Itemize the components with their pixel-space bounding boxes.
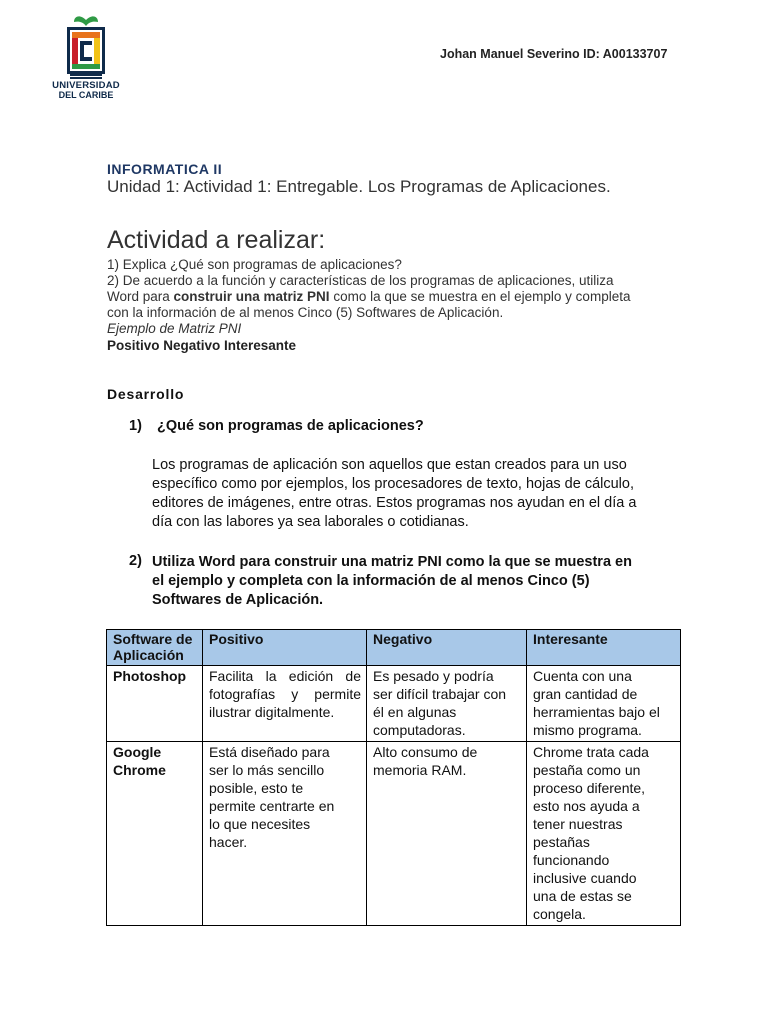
question-2 (152, 553, 632, 610)
question-number: 2) (129, 553, 142, 569)
header-interesante: Interesante (527, 630, 681, 666)
cell-line: herramientas bajo el (533, 704, 660, 720)
cell-line: pestaña como un (533, 762, 641, 778)
answer-line: Los programas de aplicación son aquellos que estan creados para un uso (152, 457, 627, 473)
table-row (107, 666, 681, 742)
cell-line: Es pesado y podría (373, 668, 494, 684)
negativo-cell (367, 742, 527, 926)
cell-line: esto nos ayuda a (533, 798, 640, 814)
positivo-cell (203, 742, 367, 926)
cell-line: ser difícil trabajar con (373, 686, 507, 702)
cell-line: hacer. (209, 834, 248, 850)
instruction-line: 1) Explica ¿Qué son programas de aplicaciones? (107, 257, 402, 272)
author-id: Johan Manuel Severino ID: A00133707 (440, 47, 668, 61)
cell-line: computadoras. (373, 722, 466, 738)
instruction-line: con la información de al menos Cinco (5) Softwares de Aplicación. (107, 305, 504, 320)
cell-line: congela. (533, 906, 586, 922)
question-number: 1) (129, 418, 142, 434)
header-negativo: Negativo (367, 630, 527, 666)
table-row (107, 742, 681, 926)
software-cell (107, 742, 203, 926)
interesante-cell (527, 742, 681, 926)
cell-line: una de estas se (533, 888, 632, 904)
cell-line: ser lo más sencillo (209, 762, 325, 778)
instruction-bold-text: construir una matriz PNI (173, 289, 330, 304)
course-title: INFORMATICA II (107, 161, 223, 177)
cell-line: Google (113, 744, 162, 760)
logo-text-line1: UNIVERSIDAD (52, 80, 120, 91)
cell-line: mismo programa. (533, 722, 642, 738)
header-line: Software de (113, 631, 193, 647)
question-line: Utiliza Word para construir una matriz PNI como la que se muestra en (152, 554, 632, 570)
development-heading: Desarrollo (107, 386, 185, 402)
answer-paragraph (152, 456, 672, 532)
answer-line: día con las labores ya sea laborales o cotidianas. (152, 514, 469, 530)
interesante-cell (527, 666, 681, 742)
example-caption: Ejemplo de Matriz PNI (107, 321, 242, 336)
negativo-cell (367, 666, 527, 742)
pni-header-text: Positivo Negativo Interesante (107, 338, 297, 353)
cell-line: fotografías y permite (209, 686, 361, 702)
cell-line: Está diseñado para (209, 744, 330, 760)
pni-matrix-table (106, 629, 681, 926)
cell-line: Facilita la edición de (209, 668, 361, 684)
answer-line: específico como por ejemplos, los procesadores de texto, hojas de cálculo, (152, 476, 634, 492)
activity-heading: Actividad a realizar: (107, 226, 326, 254)
cell-line: Chrome (113, 762, 166, 778)
cell-line: permite centrarte en (209, 798, 335, 814)
unit-title: Unidad 1: Actividad 1: Entregable. Los Programas de Aplicaciones. (107, 177, 611, 196)
table-header-row (107, 630, 681, 666)
cell-line: proceso diferente, (533, 780, 646, 796)
header-software (107, 630, 203, 666)
cell-line: lo que necesites (209, 816, 311, 832)
cell-line: él en algunas (373, 704, 457, 720)
cell-line: ilustrar digitalmente. (209, 704, 335, 720)
instruction-text: como la que se muestra en el ejemplo y completa (329, 289, 631, 304)
software-cell (107, 666, 203, 742)
cell-line: Alto consumo de (373, 744, 478, 760)
cell-line: funcionando (533, 852, 610, 868)
question-line: el ejemplo y completa con la información de al menos Cinco (5) (152, 573, 590, 589)
question-line: Softwares de Aplicación. (152, 592, 324, 608)
cell-line: tener nuestras (533, 816, 623, 832)
university-crest-icon (50, 14, 122, 80)
cell-line: inclusive cuando (533, 870, 637, 886)
answer-line: editores de imágenes, entre otras. Estos programas nos ayudan en el día a (152, 495, 637, 511)
logo-text-line2: DEL CARIBE (58, 90, 114, 100)
cell-line: memoria RAM. (373, 762, 467, 778)
cell-line: Chrome trata cada (533, 744, 649, 760)
instruction-line: 2) De acuerdo a la función y características de los programas de aplicaciones, utiliza (107, 273, 614, 288)
cell-line: Cuenta con una (533, 668, 632, 684)
positivo-cell (203, 666, 367, 742)
instruction-line (107, 289, 630, 305)
cell-line: posible, esto te (209, 780, 304, 796)
instruction-text: Word para (107, 289, 174, 304)
cell-line: gran cantidad de (533, 686, 638, 702)
header-positivo: Positivo (203, 630, 367, 666)
header-line: Aplicación (113, 647, 184, 663)
cell-line: pestañas (533, 834, 590, 850)
question-1: ¿Qué son programas de aplicaciones? (157, 418, 424, 434)
cell-line: Photoshop (113, 668, 187, 684)
